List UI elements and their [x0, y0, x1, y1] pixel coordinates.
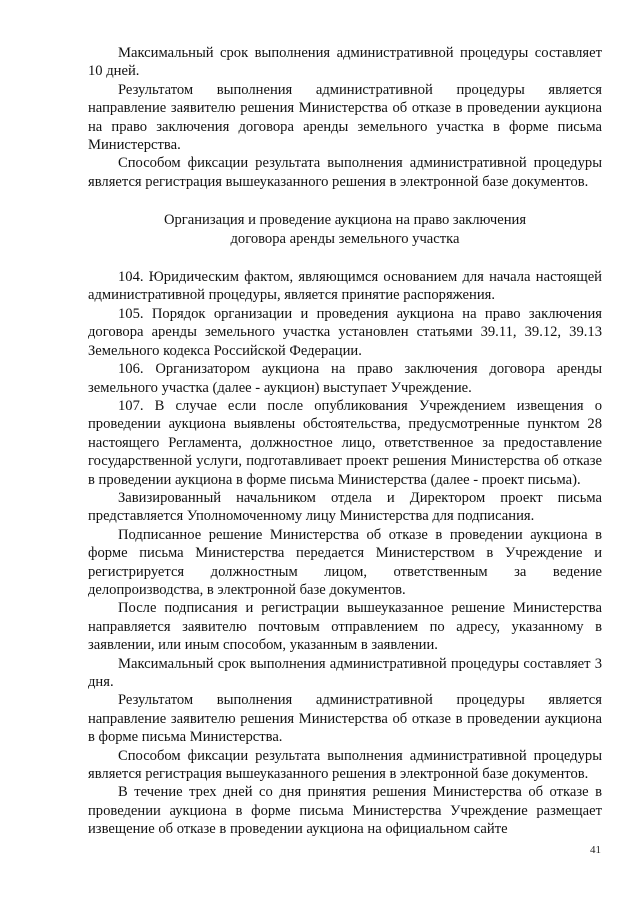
paragraph-104: 104. Юридическим фактом, являющимся основанием для начала настоящей административной процедуры, является принятие распоряжения. [88, 269, 602, 304]
page-number: 41 [590, 844, 601, 856]
paragraph-fixation: Способом фиксации результата выполнения административной процедуры является регистрация вышеуказанного решения в электронной базе документов. [88, 747, 602, 783]
paragraph-result: Результатом выполнения административной процедуры является направление заявителю решения Министерства об отказе в проведении аукциона в форме письма Министерства. [88, 692, 602, 746]
section-heading-line-1: Организация и проведение аукциона на право заключения [163, 212, 527, 229]
paragraph-max-term-10: Максимальный срок выполнения административной процедуры составляет 10 дней. [88, 45, 602, 80]
spacer [88, 248, 602, 268]
spacer [88, 191, 602, 211]
paragraph-105: 105. Порядок организации и проведения аукциона на право заключения договора аренды земельного участка установлен статьями 39.11, 39.12, 39.13 Земельного кодекса Российской Федерации. [88, 305, 602, 359]
paragraph-107: 107. В случае если после опубликования Учреждением извещения о проведении аукциона выявлены обстоятельства, предусмотренные пунктом 28 настоящего Регламента, должностное лицо, ответственное за предоставление государственной услуги, подготавливает проект решения Министерства об отказе в проведении аукциона в форме письма Министерства (далее - проект письма). [88, 397, 602, 488]
paragraph-106: 106. Организатором аукциона на право заключения договора аренды земельного участка (далее - аукцион) выступает Учреждение. [88, 361, 602, 396]
paragraph-signed-decision: Подписанное решение Министерства об отказе в проведении аукциона в форме письма Министерства передается Министерством в Учреждение и регистрируется должностным лицом, ответственным за ведение делопроизводства, в электронной базе документов. [88, 526, 602, 598]
paragraph-max-term-3: Максимальный срок выполнения административной процедуры составляет 3 дня. [88, 655, 602, 690]
paragraph-three-days: В течение трех дней со дня принятия решения Министерства об отказе в проведении аукциона в форме письма Министерства Учреждение размещает извещение об отказе в проведении аукциона на официальном сайте [88, 784, 602, 838]
document-page [88, 44, 602, 839]
paragraph-fixation-method: Способом фиксации результата выполнения административной процедуры является регистрация вышеуказанного решения в электронной базе документов. [88, 155, 602, 190]
paragraph-after-signing: После подписания и регистрации вышеуказанное решение Министерства направляется заявителю почтовым отправлением по адресу, указанному в заявлении, или иным способом, указанным в заявлении. [88, 600, 602, 654]
paragraph-result-refusal: Результатом выполнения административной процедуры является направление заявителю решения Министерства об отказе в проведении аукциона на право заключения договора аренды земельного участка в форме письма Министерства. [88, 81, 602, 154]
paragraph-approval: Завизированный начальником отдела и Директором проект письма представляется Уполномоченному лицу Министерства для подписания. [88, 489, 602, 525]
section-heading-line-2: договора аренды земельного участка [230, 230, 460, 247]
